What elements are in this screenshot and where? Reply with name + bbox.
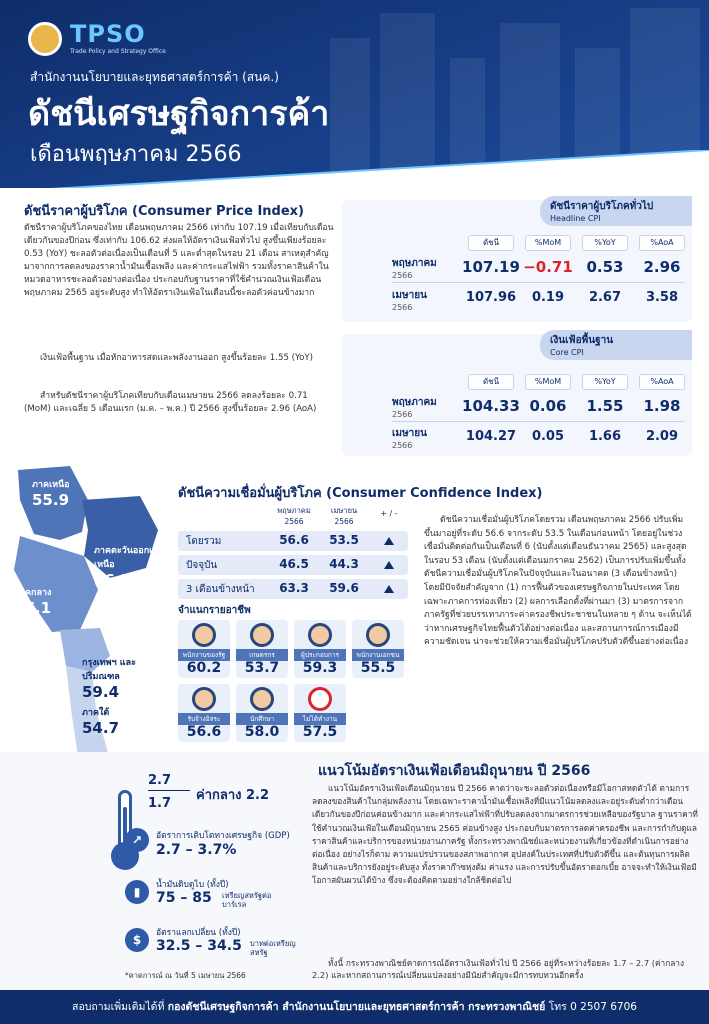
oil-barrel-icon: ▮ (125, 880, 149, 904)
person-icon (308, 623, 332, 647)
headline-apr-aoa: 3.58 (645, 290, 679, 305)
occupation-card-student: นักศึกษา 58.0 (236, 684, 288, 742)
core-may-aoa: 1.98 (643, 397, 681, 415)
up-triangle-icon (384, 585, 394, 593)
gdp-value: 2.7 – 3.7% (156, 842, 237, 858)
core-cpi-tag (540, 330, 692, 360)
gdp-chart-icon: ↗ (125, 828, 149, 852)
person-icon (366, 623, 390, 647)
core-cpi-title: เงินเฟ้อพื้นฐาน (550, 335, 614, 346)
person-icon (192, 687, 216, 711)
tpso-logo: TPSO (70, 20, 146, 48)
region-south: ภาคใต้ 54.7 (82, 708, 120, 737)
page-subtitle: เดือนพฤษภาคม 2566 (30, 142, 242, 167)
outlook-paragraph-1: แนวโน้มอัตราเงินเฟ้อเดือนมิถุนายน ปี 2566 คาดว่าจะชะลอตัวต่อเนื่องหรือมีโอกาสหดตัวได้ ตามการลดลงของสินค้าในกลุ่มพลังงาน โดยเฉพาะราคาน้ำมันเชื้อเพลิงที่มีแนวโน้มลดลงและอยู่ระดับต่ำกว่าเดือนเดียวกันของปีก่อนค่อนข้างมาก และค่ากระแสไฟฟ้าที่ปรับลดลงจากมาตรการช่วยเหลือของรัฐบาล ฐานราคาที่ใช้คำนวณเงินเฟ้อในเดือนมิถุนายน 2565 ค่อนข้างสูง ประกอบกับมาตรการลดค่าครองชีพ และการกำกับดูแลราคาสินค้าและบริการของหน่วยงานภาครัฐ ทั้งกระทรวงพาณิชย์และหน่วยงานที่เกี่ยวข้องที่ดำเนินการอย่างต่อเนื่อง อย่างไรก็ตาม ความแปรปรวนของสภาพอากาศ อุปสงค์ในประเทศที่ปรับตัวดีขึ้น และต้นทุนการผลิตสินค้าและบริการยังอยู่ระดับสูง ทั้งราคาก๊าซหุงต้ม ค่าแรง และการปรับขึ้นอัตราดอกเบี้ย อาจจะทำให้เงินเฟ้อมีโอกาสผันผวนได้บ้าง ซึ่งจะต้องติดตามอย่างใกล้ชิดต่อไป (312, 783, 698, 886)
headline-divider (392, 282, 684, 283)
headline-col-yoy: %YoY (582, 235, 628, 251)
fx-label: อัตราแลกเปลี่ยน (ทั้งปี) (156, 928, 241, 938)
core-row-may-label: พฤษภาคม 2566 (392, 397, 437, 419)
exchange-rate-icon: $ (125, 928, 149, 952)
occupation-card-freelance: รับจ้างอิสระ 56.6 (178, 684, 230, 742)
cci-row-next3m: 3 เดือนข้างหน้า 63.3 59.6 (178, 579, 408, 599)
fx-value: 32.5 – 34.5 (156, 938, 242, 954)
headline-cpi-subtitle: Headline CPI (550, 214, 601, 223)
range-high: 2.7 (148, 773, 172, 788)
oil-label: น้ำมันดิบดูไบ (ทั้งปี) (156, 880, 229, 890)
headline-may-yoy: 0.53 (586, 258, 624, 276)
cpi-section-title: ดัชนีราคาผู้บริโภค (Consumer Price Index) (24, 204, 305, 219)
gdp-label: อัตราการเติบโตทางเศรษฐกิจ (GDP) (156, 831, 290, 841)
headline-cpi-title: ดัชนีราคาผู้บริโภคทั่วไป (550, 201, 654, 212)
core-may-yoy: 1.55 (586, 397, 624, 415)
occupation-card-farmer: เกษตรกร 53.7 (236, 620, 288, 678)
core-may-index: 104.33 (462, 397, 520, 415)
thailand-region-map (0, 460, 160, 790)
tpso-logo-subtitle: Trade Policy and Strategy Office (70, 48, 166, 55)
oil-unit: เหรียญสหรัฐต่อบาร์เรล (222, 891, 272, 909)
headline-apr-yoy: 2.67 (588, 290, 622, 305)
occupation-card-unemployed: ไม่ได้ทำงาน 57.5 (294, 684, 346, 742)
oil-value: 75 – 85 (156, 890, 212, 906)
headline-col-aoa: %AoA (639, 235, 685, 251)
footer-prefix: สอบถามเพิ่มเติมได้ที่ (72, 1001, 165, 1013)
assumption-note: *คาดการณ์ ณ วันที่ 5 เมษายน 2566 (125, 971, 246, 980)
core-col-index: ดัชนี (468, 374, 514, 390)
cci-col-change: + / - (380, 509, 398, 518)
person-icon (192, 623, 216, 647)
region-north: ภาคเหนือ 55.9 (32, 480, 70, 509)
core-may-mom: 0.06 (529, 397, 567, 415)
cpi-paragraph-2: เงินเฟ้อพื้นฐาน เมื่อหักอาหารสดและพลังงานออก สูงขึ้นร้อยละ 1.55 (YoY) (40, 353, 313, 363)
person-icon (250, 623, 274, 647)
cpi-paragraph-3: สำหรับดัชนีราคาผู้บริโภคเทียบกับเดือนเมษายน 2566 ลดลงร้อยละ 0.71 (MoM) และเฉลี่ย 5 เดือนแรก (ม.ค. – พ.ค.) ปี 2566 สูงขึ้นร้อยละ 2.96 (AoA) (24, 391, 317, 414)
core-row-apr-label: เมษายน 2566 (392, 428, 427, 450)
outlook-section-title: แนวโน้มอัตราเงินเฟ้อเดือนมิถุนายน ปี 2566 (318, 763, 591, 779)
cci-row-current: ปัจจุบัน 46.5 44.3 (178, 555, 408, 575)
core-col-mom: %MoM (525, 374, 571, 390)
occupation-card-private: พนักงานเอกชน 55.5 (352, 620, 404, 678)
occupation-card-entrepreneur: ผู้ประกอบการ 59.3 (294, 620, 346, 678)
core-apr-index: 104.27 (465, 429, 517, 444)
cci-paragraph: ดัชนีความเชื่อมั่นผู้บริโภคโดยรวม เดือนพฤษภาคม 2566 ปรับเพิ่มขึ้นมาอยู่ที่ระดับ 56.6 จากระดับ 53.5 ในเดือนก่อนหน้า โดยอยู่ในช่วงเชื่อมั่นติดต่อกันเป็นเดือนที่ 6 (นับตั้งแต่เดือนธันวาคม 2565) และสูงสุดในรอบ 53 เดือน (นับตั้งแต่เดือนมกราคม 2562) เป็นการปรับเพิ่มขึ้นทั้งดัชนีความเชื่อมั่นผู้บริโภคในปัจจุบันและในอนาคต (3 เดือนข้างหน้า) โดยมีปัจจัยสำคัญจาก (1) การฟื้นตัวของเศรษฐกิจภายในประเทศ โดยเฉพาะภาคการท่องเที่ยว (2) ผลการเลือกตั้งที่ผ่านมา (3) มาตรการจากภาครัฐที่ช่วยบรรเทาภาระค่าครองชีพประชาชนในหลาย ๆ ด้าน จะเห็นได้ว่าหากเศรษฐกิจไทยฟื้นตัวได้อย่างต่อเนื่อง และสถานการณ์การเมืองมีความชัดเจน น่าจะช่วยให้ความเชื่อมั่นผู้บริโภคปรับตัวดีขึ้นอย่างต่อเนื่อง (424, 515, 692, 648)
occupation-title: จำแนกรายอาชีพ (178, 605, 251, 616)
range-low: 1.7 (148, 796, 172, 811)
headline-may-mom: −0.71 (523, 258, 573, 276)
core-col-aoa: %AoA (639, 374, 685, 390)
range-midpoint: ค่ากลาง 2.2 (196, 788, 270, 803)
agency-name: สำนักงานนโยบายและยุทธศาสตร์การค้า (สนค.) (30, 70, 279, 84)
footer-org: กองดัชนีเศรษฐกิจการค้า สำนักงานนโยบายและยุทธศาสตร์การค้า กระทรวงพาณิชย์ (167, 1001, 546, 1013)
region-central: ภาคกลาง 57.1 (14, 588, 52, 617)
core-cpi-subtitle: Core CPI (550, 348, 584, 357)
region-northeast: ภาคตะวันออกเฉียงเหนือ 56.5 (94, 546, 169, 589)
header-banner (0, 0, 709, 188)
no-sign-icon (308, 687, 332, 711)
headline-row-apr-label: เมษายน 2566 (392, 290, 427, 312)
core-apr-mom: 0.05 (531, 429, 565, 444)
header-swoosh (0, 150, 709, 188)
core-col-yoy: %YoY (582, 374, 628, 390)
fx-unit: บาทต่อเหรียญสหรัฐ (250, 939, 296, 957)
cci-col-may: พฤษภาคม 2566 (277, 506, 311, 526)
core-divider (392, 421, 684, 422)
occupation-card-govt: พนักงานของรัฐ 60.2 (178, 620, 230, 678)
headline-may-index: 107.19 (462, 258, 520, 276)
cci-row-overall: โดยรวม 56.6 53.5 (178, 531, 408, 551)
cci-section-title: ดัชนีความเชื่อมั่นผู้บริโภค (Consumer Confidence Index) (178, 486, 543, 501)
person-icon (250, 687, 274, 711)
core-apr-yoy: 1.66 (588, 429, 622, 444)
core-apr-aoa: 2.09 (645, 429, 679, 444)
up-triangle-icon (384, 561, 394, 569)
headline-cpi-tag (540, 196, 692, 226)
cci-col-apr: เมษายน 2566 (330, 506, 358, 526)
headline-may-aoa: 2.96 (643, 258, 681, 276)
cpi-paragraph-1: ดัชนีราคาผู้บริโภคของไทย เดือนพฤษภาคม 2566 เท่ากับ 107.19 เมื่อเทียบกับเดือนเดียวกันของปีก่อน ซึ่งเท่ากับ 106.62 ส่งผลให้อัตราเงินเฟ้อทั่วไป สูงขึ้นเพียงร้อยละ 0.53 (YoY) ชะลอตัวต่อเนื่องเป็นเดือนที่ 5 และต่ำสุดในรอบ 21 เดือน สาเหตุสำคัญมาจากการลดลงของราคาน้ำมันเชื้อเพลิง และค่ากระแสไฟฟ้า รวมทั้งราคาสินค้าในหมวดอาหารชะลอตัวอย่างต่อเนื่อง ประกอบกับฐานราคาที่ใช้คำนวณเงินเฟ้อเดือนพฤษภาคม 2565 อยู่ระดับสูง ทำให้อัตราเงินเฟ้อในเดือนนี้ชะลอตัวค่อนข้างมาก (24, 223, 334, 298)
range-divider (148, 790, 190, 791)
headline-col-mom: %MoM (525, 235, 571, 251)
ministry-seal-icon (28, 22, 62, 56)
region-bangkok: กรุงเทพฯ และปริมณฑล 59.4 (82, 658, 136, 701)
headline-row-may-label: พฤษภาคม 2566 (392, 258, 437, 280)
outlook-paragraph-2: ทั้งนี้ กระทรวงพาณิชย์คาดการณ์อัตราเงินเฟ้อทั่วไป ปี 2566 อยู่ที่ระหว่างร้อยละ 1.7 – 2.7 (ค่ากลาง 2.2) และหากสถานการณ์เปลี่ยนแปลงอย่างมีนัยสำคัญจะมีการทบทวนอีกครั้ง (312, 958, 685, 980)
footer-phone: โทร 0 2507 6706 (548, 1001, 637, 1013)
up-triangle-icon (384, 537, 394, 545)
headline-apr-index: 107.96 (465, 290, 517, 305)
headline-col-index: ดัชนี (468, 235, 514, 251)
page-title: ดัชนีเศรษฐกิจการค้า (28, 94, 330, 134)
headline-apr-mom: 0.19 (531, 290, 565, 305)
footer-contact (0, 990, 709, 1024)
